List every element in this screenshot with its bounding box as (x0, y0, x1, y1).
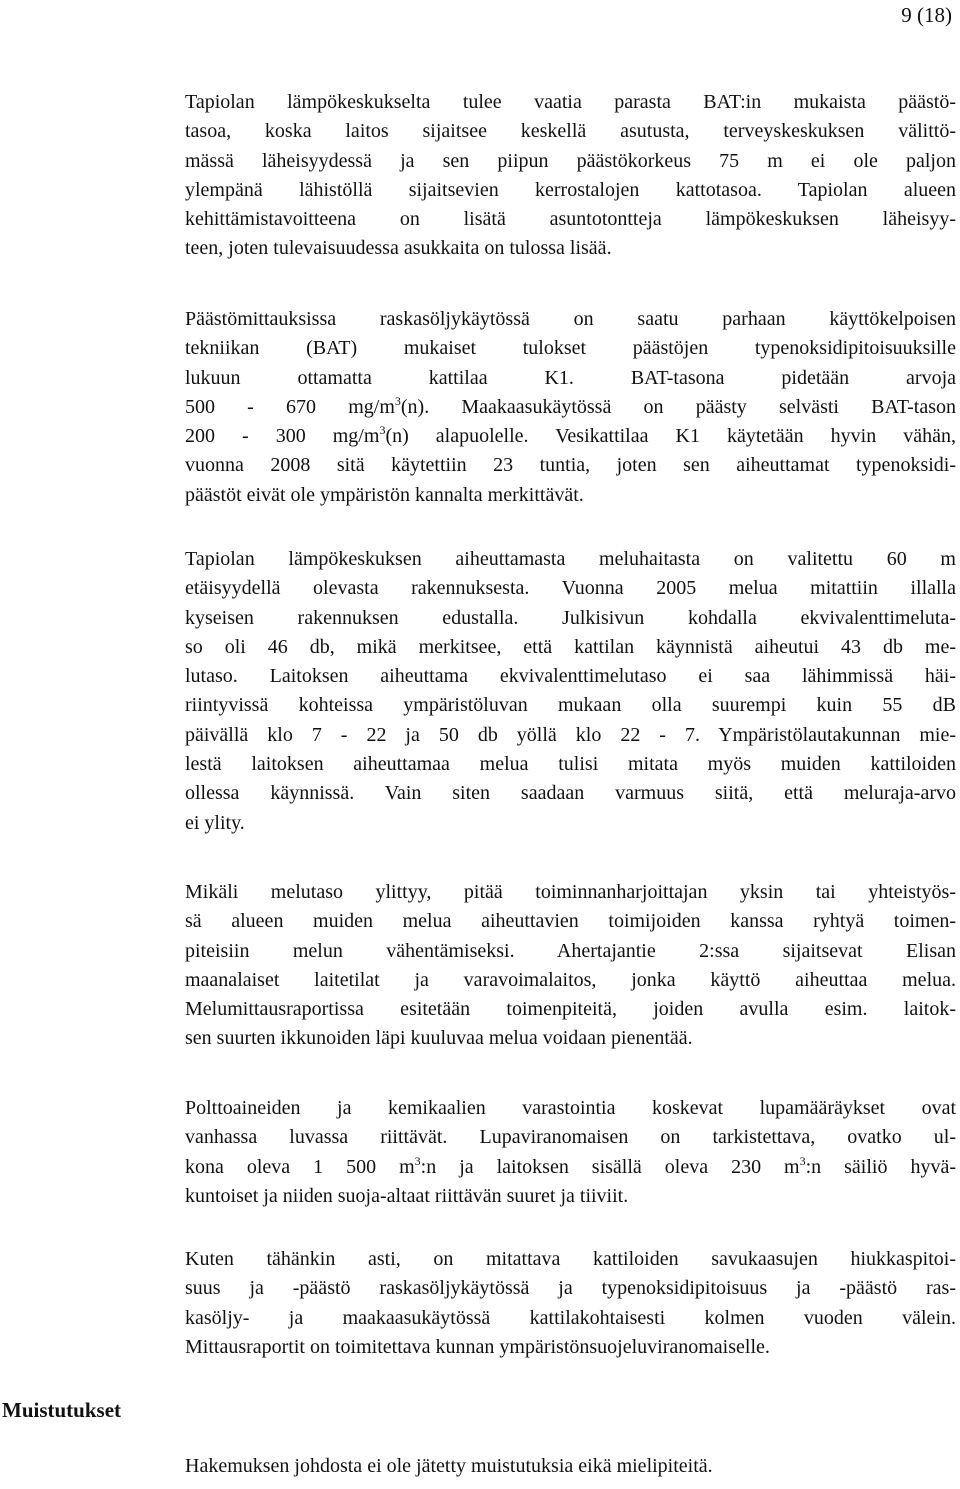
text-line: sen suurten ikkunoiden läpi kuuluvaa melua voidaan pienentää. (185, 1027, 693, 1050)
paragraph-noise-reduction (185, 878, 956, 1054)
text-line (185, 393, 956, 422)
text-line: Päästömittauksissa raskasöljykäytössä on saatu parhaan käyttökelpoisen (185, 308, 956, 330)
text-line (185, 1153, 956, 1182)
text-line: maanalaiset laitetilat ja varavoimalaitos, jonka käyttö aiheuttaa melua. (185, 968, 956, 991)
superscript: 3 (394, 393, 401, 408)
text-fragment: 200 - 300 mg/m (185, 425, 380, 448)
text-line: lestä laitoksen aiheuttamaa melua tulisi mitata myös muiden kattiloiden (185, 753, 956, 776)
text-line: lukuun ottamatta kattilaa K1. BAT-tasona pidetään arvoja (185, 366, 956, 389)
text-line: vanhassa luvassa riittävät. Lupaviranomaisen on tarkistettava, ovatko ul- (185, 1126, 956, 1149)
text-line: Hakemuksen johdosta ei ole jätetty muistutuksia eikä mielipiteitä. (185, 1455, 713, 1477)
text-line: päästöt eivät ole ympäristön kannalta merkittävät. (185, 483, 584, 506)
paragraph-bat-emission-level (185, 88, 956, 264)
text-line: teen, joten tulevaisuudessa asukkaita on tulossa lisää. (185, 237, 612, 260)
text-line: etäisyydellä olevasta rakennuksesta. Vuonna 2005 melua mitattiin illalla (185, 577, 956, 600)
superscript: 3 (414, 1153, 421, 1168)
text-line: ei ylity. (185, 811, 245, 834)
text-line: Melumittausraportissa esitetään toimenpiteitä, joiden avulla esim. laitok- (185, 998, 956, 1021)
text-fragment: 500 - 670 mg/m (185, 395, 395, 418)
text-line: kasöljy- ja maakaasukäytössä kattilakohtaisesti kolmen vuoden välein. (185, 1306, 956, 1329)
text-fragment: :n ja laitoksen sisällä oleva 230 m (420, 1155, 800, 1178)
text-line: ollessa käynnissä. Vain siten saadaan varmuus siitä, että meluraja-arvo (185, 782, 956, 805)
text-line: Polttoaineiden ja kemikaalien varastointia koskevat lupamääräykset ovat (185, 1097, 956, 1119)
paragraph-no-objections (185, 1452, 956, 1481)
text-fragment: :n säiliö hyvä- (805, 1155, 956, 1178)
paragraph-fuel-storage (185, 1094, 956, 1211)
text-line: Kuten tähänkin asti, on mitattava kattiloiden savukaasujen hiukkaspitoi- (185, 1248, 956, 1270)
section-heading-muistutukset: Muistutukset (2, 1398, 122, 1422)
text-line: Tapiolan lämpökeskuksen aiheuttamasta meluhaitasta on valitettu 60 m (185, 548, 956, 570)
text-line: vuonna 2008 sitä käytettiin 23 tuntia, joten sen aiheuttamat typenoksidi- (185, 454, 956, 477)
text-line: lutaso. Laitoksen aiheuttama ekvivalenttimelutaso ei saa lähimmissä häi- (185, 665, 956, 688)
paragraph-noise-complaint (185, 545, 956, 838)
text-line: mässä läheisyydessä ja sen piipun päästökorkeus 75 m ei ole paljon (185, 149, 956, 172)
page-number: 9 (18) (901, 3, 952, 27)
text-line: kuntoiset ja niiden suoja-altaat riittävän suuret ja tiiviit. (185, 1184, 629, 1207)
text-fragment: (n). Maakaasukäytössä on päästy selvästi BAT-tason (400, 395, 956, 418)
text-fragment: kona oleva 1 500 m (185, 1155, 415, 1178)
text-line: Mittausraportit on toimitettava kunnan ympäristönsuojeluviranomaiselle. (185, 1335, 770, 1358)
text-line: sä alueen muiden melua aiheuttavien toimijoiden kanssa ryhtyä toimen- (185, 910, 956, 933)
superscript: 3 (379, 423, 386, 438)
paragraph-emission-measurements (185, 305, 956, 510)
text-line (185, 422, 956, 451)
text-line: Mikäli melutaso ylittyy, pitää toiminnanharjoittajan yksin tai yhteistyös- (185, 881, 956, 903)
text-line: kehittämistavoitteena on lisätä asuntotontteja lämpökeskuksen läheisyy- (185, 208, 956, 231)
superscript: 3 (799, 1153, 806, 1168)
text-line: Tapiolan lämpökeskukselta tulee vaatia parasta BAT:in mukaista päästö- (185, 91, 956, 113)
text-line: so oli 46 db, mikä merkitsee, että kattilan käynnistä aiheutui 43 db me- (185, 635, 956, 658)
text-line: suus ja -päästö raskasöljykäytössä ja typenoksidipitoisuus ja -päästö ras- (185, 1277, 956, 1300)
text-line: ylempänä lähistöllä sijaitsevien kerrostalojen kattotasoa. Tapiolan alueen (185, 178, 956, 201)
paragraph-measurement-requirements (185, 1245, 956, 1362)
text-line: kyseisen rakennuksen edustalla. Julkisivun kohdalla ekvivalenttimeluta- (185, 606, 956, 629)
text-line: päivällä klo 7 - 22 ja 50 db yöllä klo 22 - 7. Ympäristölautakunnan mie- (185, 723, 956, 746)
text-line: tekniikan (BAT) mukaiset tulokset päästöjen typenoksidipitoisuuksille (185, 337, 956, 360)
text-line: riintyvissä kohteissa ympäristöluvan mukaan olla suurempi kuin 55 dB (185, 694, 956, 717)
text-line: piteisiin melun vähentämiseksi. Ahertajantie 2:ssa sijaitsevat Elisan (185, 939, 956, 962)
text-line: tasoa, koska laitos sijaitsee keskellä asutusta, terveyskeskuksen välittö- (185, 120, 956, 143)
text-fragment: (n) alapuolelle. Vesikattilaa K1 käytetään hyvin vähän, (385, 425, 956, 448)
